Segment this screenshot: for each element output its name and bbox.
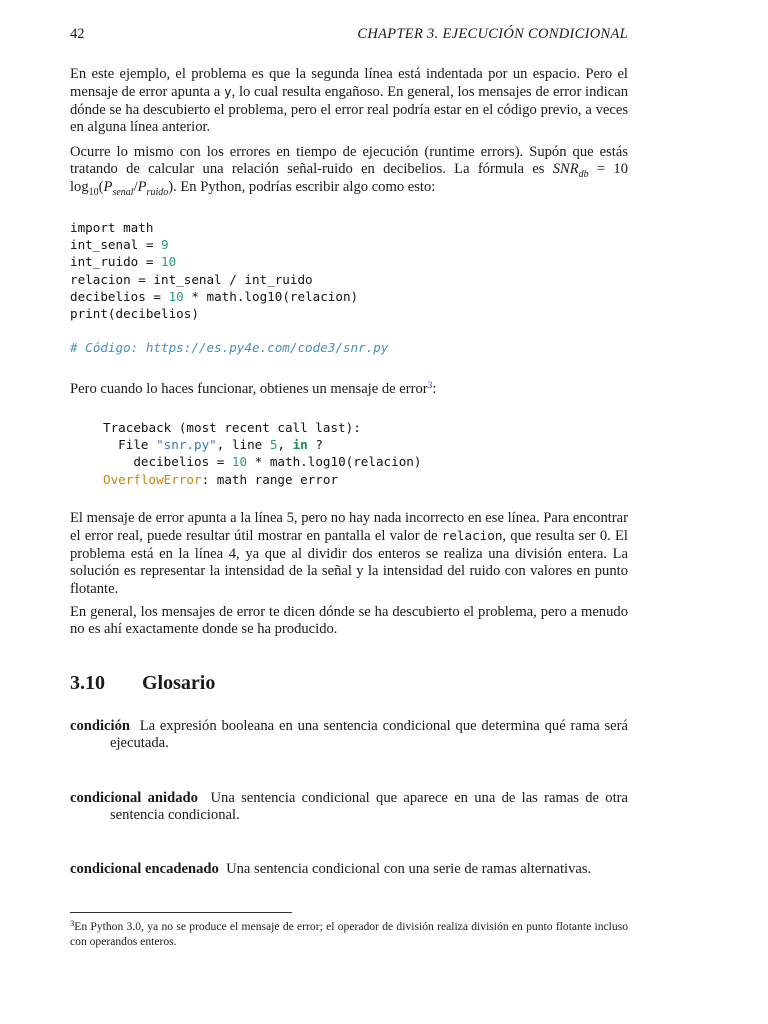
- inline-code-relacion: relacion: [441, 528, 503, 544]
- glossary-definition: Una sentencia condicional con una serie de ramas alternativas.: [226, 861, 592, 877]
- code-source-comment: # Código: https://es.py4e.com/code3/snr.py: [70, 340, 389, 355]
- footnote-divider: [70, 912, 292, 913]
- glossary-term: condicional anidado: [70, 790, 198, 806]
- inline-code-y: y: [223, 84, 232, 100]
- glossary-definition: La expresión booleana en una sentencia condicional que determina qué rama será ejecutada.: [110, 718, 628, 752]
- paragraph-error-explanation: El mensaje de error apunta a la línea 5, pero no hay nada incorrecto en ese línea. Para encontrar el error real, puede resultar útil mostrar en pantalla el valor de relacion, que resulta ser 0. El problema está en la línea 4, ya que al dividir dos enteros se realiza una división entera. La solución es representar la intensidad de la señal y la intensidad del ruido con valores en punto flotante.: [70, 510, 628, 597]
- glossary-entry: [70, 790, 628, 825]
- paragraph-indentation-error: En este ejemplo, el problema es que la segunda línea está indentada por un espacio. Pero el mensaje de error apunta a y, lo cual resulta engañoso. En general, los mensajes de error indican dónde se ha descubierto el problema, pero el error real podría estar en el código previo, a veces en alguna línea anterior.: [70, 66, 629, 136]
- glossary-entry: [70, 718, 628, 753]
- section-heading: [70, 672, 215, 695]
- paragraph-general-note: En general, los mensajes de error te dicen dónde se ha descubierto el problema, pero a menudo no es ahí exactamente donde se ha producido.: [70, 604, 628, 638]
- glossary-term: condicional encadenado: [70, 861, 219, 877]
- footnote-reference[interactable]: 3: [427, 381, 433, 391]
- running-header: [70, 26, 628, 44]
- paragraph-run-error: Pero cuando lo haces funcionar, obtienes un mensaje de error$^3$:: [70, 381, 437, 397]
- traceback-block: Traceback (most recent call last): File "snr.py", line 5, in ? decibelios = 10 * math.log10(relacion) OverflowError: math range error: [103, 420, 422, 487]
- snr-formula: $SNR_{db} = 10$ $\log_{10}(P_{senal}/P_{ruido})$: [70, 161, 629, 198]
- footnote-mark: 3: [70, 918, 75, 928]
- glossary-entry: [70, 861, 628, 878]
- page-number: 42: [70, 26, 85, 42]
- section-number: 3.10: [70, 672, 105, 694]
- paragraph-runtime-errors: Ocurre lo mismo con los errores en tiempo de ejecución (runtime errors). Supón que estás tratando de calcular una relación señal-ruido en decibelios. La fórmula es $SNR_{db} = 10$ $\log_{10}(P_{senal}/P_{ruido})$. En Python, podrías escribir algo como esto:: [70, 144, 629, 198]
- glossary-term: condición: [70, 718, 131, 734]
- glossary-definition: Una sentencia condicional que aparece en una de las ramas de otra sentencia condicional.: [110, 790, 628, 824]
- code-block-snr: import math int_senal = 9 int_ruido = 10 relacion = int_senal / int_ruido decibelios = 10 * math.log10(relacion) print(decibelios): [70, 220, 359, 322]
- section-title: Glosario: [142, 672, 216, 694]
- chapter-title: CHAPTER 3. EJECUCIÓN CONDICIONAL: [357, 26, 628, 42]
- footnote: [70, 916, 628, 949]
- footnote-text: En Python 3.0, ya no se produce el mensaje de error; el operador de división realiza división en punto flotante incluso con operandos enteros.: [70, 920, 628, 948]
